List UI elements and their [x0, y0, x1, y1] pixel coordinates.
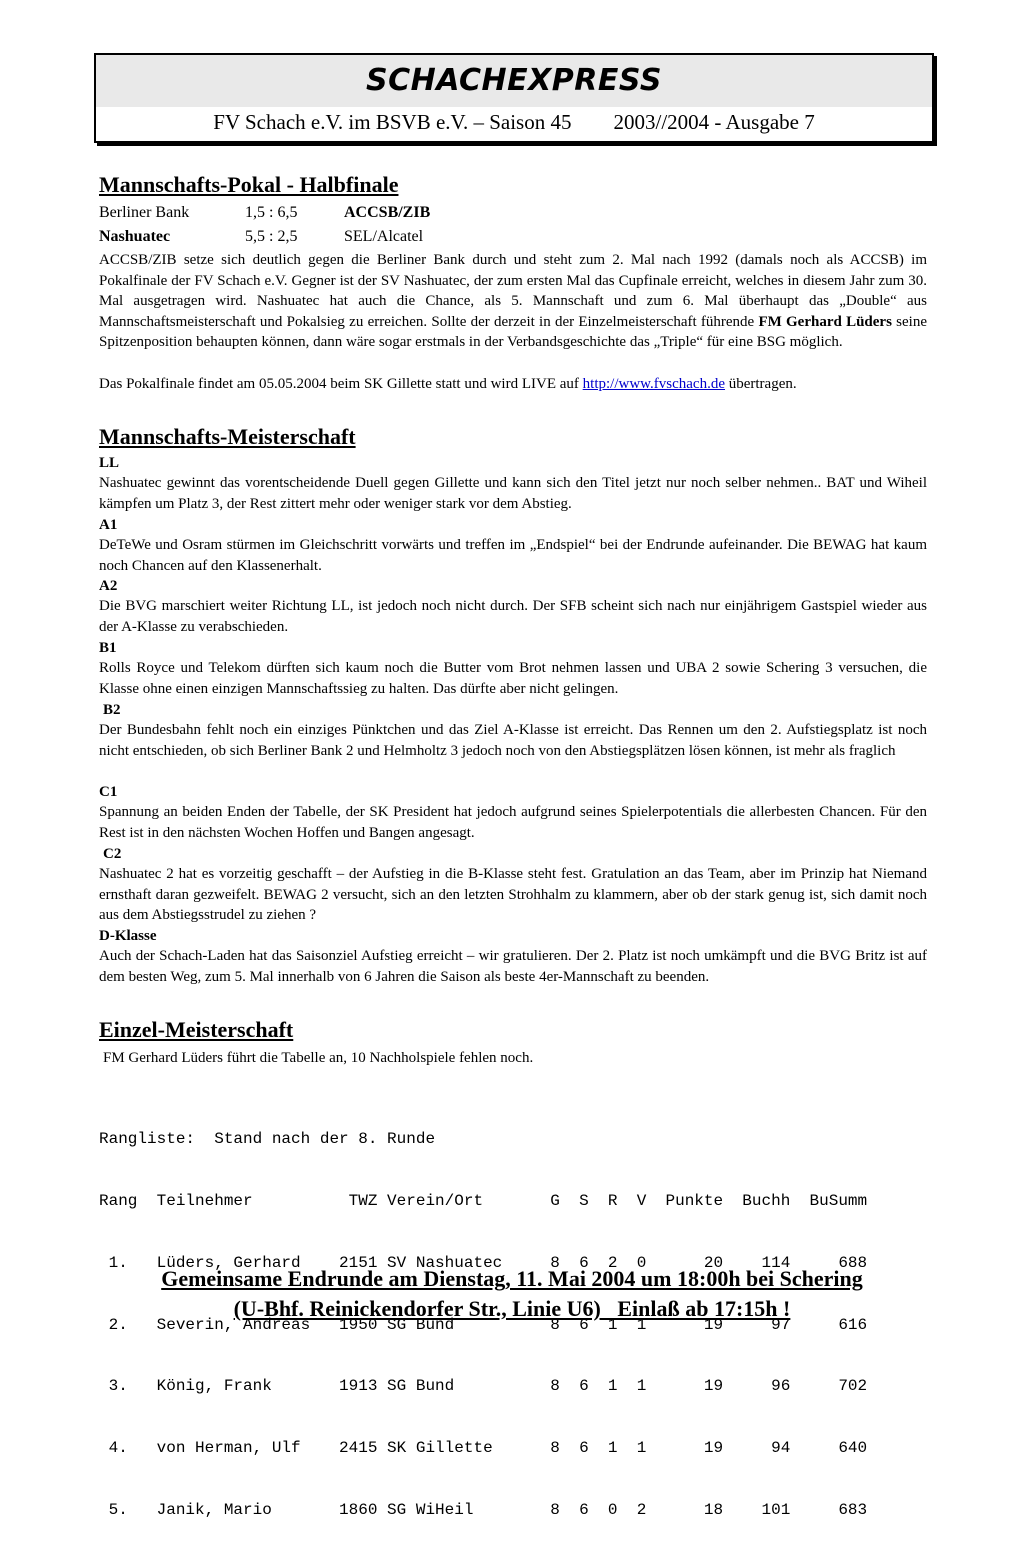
table-row: 4. von Herman, Ulf 2415 SK Gillette 8 6 1 1 19 94 640 — [99, 1439, 868, 1458]
einzel-intro: FM Gerhard Lüders führt die Tabelle an, 10 Nachholspiele fehlen noch. — [103, 1050, 534, 1066]
result-team2: ACCSB/ZIB — [344, 204, 431, 221]
pokal-final-paragraph — [99, 374, 927, 395]
ranking-table — [99, 1088, 867, 1562]
league-label: A2 — [99, 578, 118, 594]
final-text-a: Das Pokalfinale findet am 05.05.2004 beim SK Gillette statt und wird LIVE auf — [99, 376, 583, 392]
league-label: A1 — [99, 517, 118, 533]
result-team1: Nashuatec — [99, 228, 171, 245]
league-text: Nashuatec gewinnt das vorentscheidende Duell gegen Gillette und kann sich den Titel jetzt nur noch selber nehmen.. BAT und Wiheil kämpfen um Platz 3, der Rest zittert mehr oder weniger stark vor dem Abstieg. — [99, 475, 927, 512]
table-row: 3. König, Frank 1913 SG Bund 8 6 1 1 19 96 702 — [99, 1377, 868, 1396]
league-label: C1 — [99, 784, 118, 800]
final-text-b: übertragen. — [724, 376, 797, 392]
result-score: 1,5 : 6,5 — [245, 204, 298, 221]
league-label: D-Klasse — [99, 928, 157, 944]
ranking-header: Rang Teilnehmer TWZ Verein/Ort G S R V Punkte Buchh BuSumm — [99, 1191, 868, 1210]
league-label: B2 — [103, 702, 121, 718]
pokal-paragraph — [99, 250, 927, 353]
announcement-line: Gemeinsame Endrunde am Dienstag, 11. Mai 2004 um 18:00h bei Schering — [161, 1266, 863, 1291]
league-text: Rolls Royce und Telekom dürften sich kaum noch die Butter vom Brot nehmen lassen und UBA 2 sowie Schering 3 versuchen, die Klasse ohne einen einzigen Mannschaftssieg zu halten. Das dürfte aber nicht gelingen. — [99, 660, 927, 697]
masthead-title-band — [96, 55, 932, 107]
pokal-heading: Mannschafts-Pokal - Halbfinale — [99, 172, 399, 197]
league-text: Der Bundesbahn fehlt noch ein einziges Pünktchen und das Ziel A-Klasse ist erreicht. Das Rennen um den 2. Aufstiegsplatz ist noch nicht entschieden, ob sich Berliner Bank 2 und Helmholtz 3 jedoch noch von den Abstiegsplätzen lösen können, ist mehr als fraglich — [99, 722, 927, 759]
league-text: DeTeWe und Osram stürmen im Gleichschritt vorwärts und treffen im „Endspiel“ bei der Endrunde aufeinander. Die BEWAG hat kaum noch Chancen auf den Klassenerhalt. — [99, 537, 927, 574]
league-text: Auch der Schach-Laden hat das Saisonziel Aufstieg erreicht – wir gratulieren. Der 2. Platz ist noch umkämpft und die BVG Britz ist auf dem besten Weg, zum 5. Mal innerhalb von 6 Jahren die Saison als beste 4er-Mannschaft zu beenden. — [99, 948, 927, 985]
table-row: 2. Severin, Andreas 1950 SG Bund 8 6 1 1 19 97 616 — [99, 1315, 868, 1334]
league-label: LL — [99, 455, 120, 471]
endrunde-announcement — [60, 1264, 964, 1324]
league-label: B1 — [99, 640, 117, 656]
table-row: 5. Janik, Mario 1860 SG WiHeil 8 6 0 2 18 101 683 — [99, 1500, 868, 1519]
fvschach-link[interactable]: http://www.fvschach.de — [582, 376, 725, 392]
masthead — [94, 53, 934, 143]
newsletter-title: SCHACHEXPRESS — [366, 63, 662, 98]
result-team2: SEL/Alcatel — [344, 228, 424, 245]
pokal-text-a: ACCSB/ZIB setze sich deutlich gegen die Berliner Bank durch und steht zum 2. Mal nach 1992 (damals noch als ACCSB) im Pokalfinale der FV Schach e.V. Gegner ist der SV Nashuatec, der zum ersten Mal das Cupfinale erreicht, welches in diesem Jahr zum 30. Mal ausgetragen wird. Nashuatec hat auch die Chance, als 5. Mannschaft und zum 6. Mal überhaupt das „Double“ aus Mannschaftsmeisterschaft und Pokalsieg zu erreichen. Sollte der derzeit in der Einzelmeisterschaft führende — [99, 252, 927, 330]
table-row: 1. Lüders, Gerhard 2151 SV Nashuatec 8 6 2 0 20 114 688 — [99, 1253, 868, 1272]
league-text: Nashuatec 2 hat es vorzeitig geschafft – der Aufstieg in die B-Klasse steht fest. Gratulation an das Team, aber im Prinzip hat Niemand ernsthaft daran gezweifelt. BEWAG 2 versucht, sich an den letzten Strohhalm zu klammern, aber ob der stark genug ist, sich damit noch aus dem Abstiegsstrudel zu ziehen ? — [99, 866, 927, 924]
meisterschaft-heading: Mannschafts-Meisterschaft — [99, 424, 356, 449]
league-text: Die BVG marschiert weiter Richtung LL, ist jedoch noch nicht durch. Der SFB scheint sich nach nur einjährigem Gastspiel wieder aus der A-Klasse zu verabschieden. — [99, 598, 927, 635]
einzel-heading: Einzel-Meisterschaft — [99, 1017, 294, 1042]
league-label: C2 — [103, 846, 122, 862]
pokal-text-bold: FM Gerhard Lüders — [758, 313, 892, 330]
result-team1: Berliner Bank — [99, 204, 190, 221]
league-text: Spannung an beiden Enden der Tabelle, der SK President hat jedoch aufgrund seines Spielerpotentials die allerbesten Chancen. Für den Rest ist in den nächsten Wochen Hoffen und Bangen angesagt. — [99, 804, 927, 841]
ranking-caption: Rangliste: Stand nach der 8. Runde — [99, 1130, 436, 1149]
newsletter-subtitle: FV Schach e.V. im BSVB e.V. – Saison 45 2003//2004 - Ausgabe 7 — [213, 110, 815, 134]
announcement-line: (U-Bhf. Reinickendorfer Str., Linie U6) Einlaß ab 17:15h ! — [233, 1296, 791, 1321]
pokal-text-b: seine Spitzenposition behaupten können, dann wäre sogar erstmals in der Verbandsgeschichte das „Triple“ für eine BSG möglich. — [99, 313, 927, 351]
result-score: 5,5 : 2,5 — [245, 228, 298, 245]
